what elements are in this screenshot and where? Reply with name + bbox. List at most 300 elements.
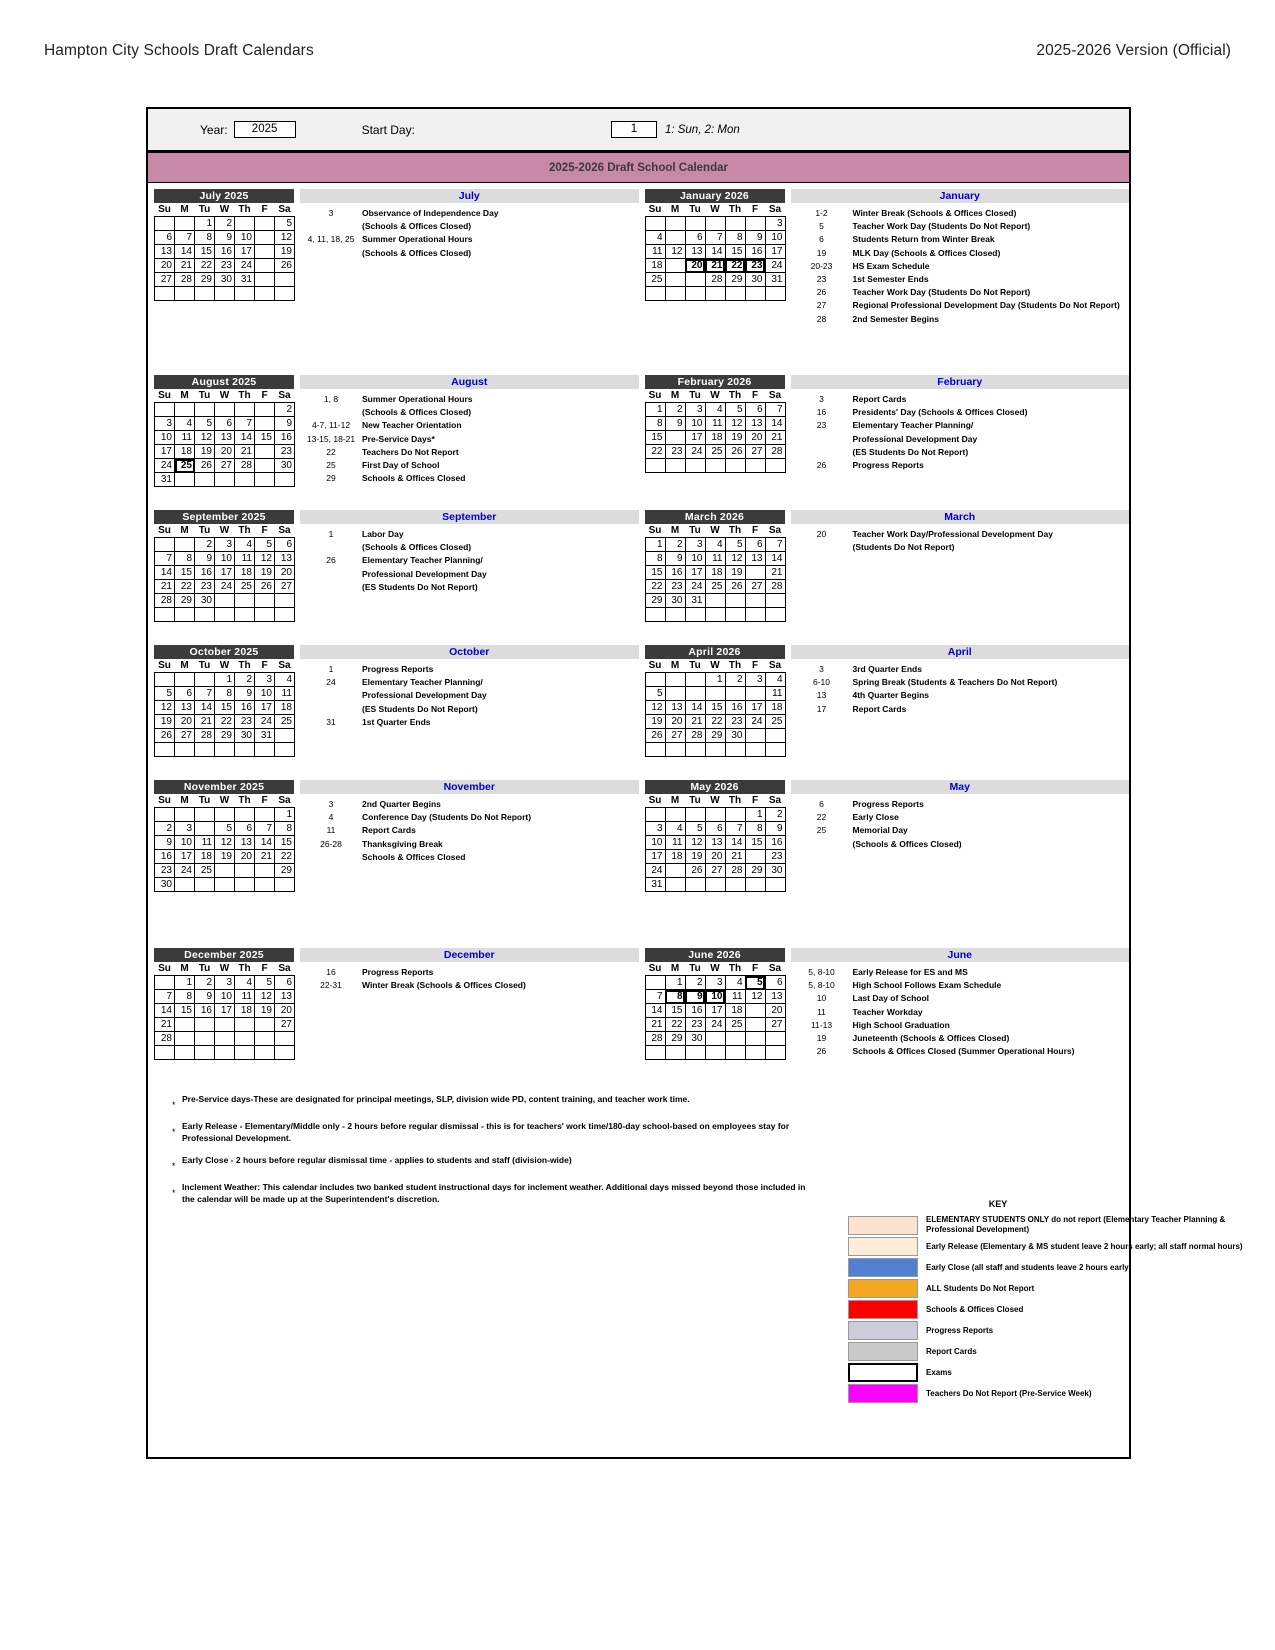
day-cell-october-25[interactable]: 25	[275, 715, 295, 729]
day-cell-february-16[interactable]: 16	[665, 431, 685, 445]
day-cell-january-9[interactable]: 9	[745, 231, 765, 245]
day-cell-february-17[interactable]: 17	[685, 431, 705, 445]
day-cell-march-15[interactable]: 15	[645, 566, 665, 580]
day-cell-december-17[interactable]: 17	[215, 1004, 235, 1018]
day-cell-july-28[interactable]: 28	[175, 273, 195, 287]
day-cell-august-12[interactable]: 12	[195, 431, 215, 445]
day-cell-november-13[interactable]: 13	[235, 836, 255, 850]
day-cell-january-16[interactable]: 16	[745, 245, 765, 259]
day-cell-november-16[interactable]: 16	[155, 850, 175, 864]
day-cell-march-21[interactable]: 21	[765, 566, 785, 580]
day-cell-july-7[interactable]: 7	[175, 231, 195, 245]
day-cell-march-18[interactable]: 18	[705, 566, 725, 580]
day-cell-september-20[interactable]: 20	[275, 566, 295, 580]
day-cell-july-8[interactable]: 8	[195, 231, 215, 245]
day-cell-july-15[interactable]: 15	[195, 245, 215, 259]
day-cell-june-24[interactable]: 24	[705, 1018, 725, 1032]
day-cell-february-27[interactable]: 27	[745, 445, 765, 459]
day-cell-july-20[interactable]: 20	[155, 259, 175, 273]
day-cell-december-29[interactable]: 29	[175, 1032, 195, 1046]
day-cell-august-10[interactable]: 10	[155, 431, 175, 445]
day-cell-january-13[interactable]: 13	[685, 245, 705, 259]
day-cell-september-15[interactable]: 15	[175, 566, 195, 580]
day-cell-november-18[interactable]: 18	[195, 850, 215, 864]
day-cell-june-19[interactable]: 19	[745, 1004, 765, 1018]
day-cell-april-11[interactable]: 11	[765, 687, 785, 701]
day-cell-may-10[interactable]: 10	[645, 836, 665, 850]
day-cell-january-30[interactable]: 30	[745, 273, 765, 287]
day-cell-november-28[interactable]: 28	[255, 864, 275, 878]
day-cell-january-31[interactable]: 31	[765, 273, 785, 287]
day-cell-january-10[interactable]: 10	[765, 231, 785, 245]
day-cell-april-13[interactable]: 13	[665, 701, 685, 715]
day-cell-june-10[interactable]: 10	[705, 990, 725, 1004]
day-cell-february-7[interactable]: 7	[765, 403, 785, 417]
day-cell-august-6[interactable]: 6	[215, 417, 235, 431]
day-cell-january-18[interactable]: 18	[645, 259, 665, 273]
day-cell-july-22[interactable]: 22	[195, 259, 215, 273]
day-cell-november-11[interactable]: 11	[195, 836, 215, 850]
day-cell-february-22[interactable]: 22	[645, 445, 665, 459]
day-cell-july-4[interactable]: 4	[255, 217, 275, 231]
day-cell-april-5[interactable]: 5	[645, 687, 665, 701]
day-cell-december-10[interactable]: 10	[215, 990, 235, 1004]
day-cell-february-15[interactable]: 15	[645, 431, 665, 445]
day-cell-august-27[interactable]: 27	[215, 459, 235, 473]
day-cell-july-26[interactable]: 26	[275, 259, 295, 273]
day-cell-march-11[interactable]: 11	[705, 552, 725, 566]
day-cell-february-19[interactable]: 19	[725, 431, 745, 445]
day-cell-october-23[interactable]: 23	[235, 715, 255, 729]
day-cell-august-11[interactable]: 11	[175, 431, 195, 445]
day-cell-july-1[interactable]: 1	[195, 217, 215, 231]
day-cell-june-5[interactable]: 5	[745, 976, 765, 990]
day-cell-december-14[interactable]: 14	[155, 1004, 175, 1018]
day-cell-december-5[interactable]: 5	[255, 976, 275, 990]
day-cell-march-26[interactable]: 26	[725, 580, 745, 594]
day-cell-march-31[interactable]: 31	[685, 594, 705, 608]
day-cell-september-30[interactable]: 30	[195, 594, 215, 608]
day-cell-november-12[interactable]: 12	[215, 836, 235, 850]
day-cell-july-13[interactable]: 13	[155, 245, 175, 259]
day-cell-february-6[interactable]: 6	[745, 403, 765, 417]
day-cell-october-24[interactable]: 24	[255, 715, 275, 729]
day-cell-february-9[interactable]: 9	[665, 417, 685, 431]
day-cell-october-31[interactable]: 31	[255, 729, 275, 743]
day-cell-may-19[interactable]: 19	[685, 850, 705, 864]
day-cell-may-7[interactable]: 7	[725, 822, 745, 836]
day-cell-october-16[interactable]: 16	[235, 701, 255, 715]
day-cell-march-30[interactable]: 30	[665, 594, 685, 608]
day-cell-june-16[interactable]: 16	[685, 1004, 705, 1018]
day-cell-october-1[interactable]: 1	[215, 673, 235, 687]
day-cell-september-11[interactable]: 11	[235, 552, 255, 566]
day-cell-october-22[interactable]: 22	[215, 715, 235, 729]
day-cell-june-17[interactable]: 17	[705, 1004, 725, 1018]
day-cell-may-26[interactable]: 26	[685, 864, 705, 878]
day-cell-november-27[interactable]: 27	[235, 864, 255, 878]
day-cell-may-29[interactable]: 29	[745, 864, 765, 878]
day-cell-september-12[interactable]: 12	[255, 552, 275, 566]
day-cell-may-16[interactable]: 16	[765, 836, 785, 850]
day-cell-june-27[interactable]: 27	[765, 1018, 785, 1032]
day-cell-april-14[interactable]: 14	[685, 701, 705, 715]
day-cell-july-18[interactable]: 18	[255, 245, 275, 259]
day-cell-may-8[interactable]: 8	[745, 822, 765, 836]
day-cell-december-19[interactable]: 19	[255, 1004, 275, 1018]
day-cell-march-27[interactable]: 27	[745, 580, 765, 594]
day-cell-december-8[interactable]: 8	[175, 990, 195, 1004]
day-cell-april-24[interactable]: 24	[745, 715, 765, 729]
day-cell-june-6[interactable]: 6	[765, 976, 785, 990]
day-cell-november-2[interactable]: 2	[155, 822, 175, 836]
day-cell-april-17[interactable]: 17	[745, 701, 765, 715]
day-cell-may-25[interactable]: 25	[665, 864, 685, 878]
day-cell-august-5[interactable]: 5	[195, 417, 215, 431]
day-cell-april-23[interactable]: 23	[725, 715, 745, 729]
day-cell-april-27[interactable]: 27	[665, 729, 685, 743]
day-cell-may-15[interactable]: 15	[745, 836, 765, 850]
day-cell-february-18[interactable]: 18	[705, 431, 725, 445]
day-cell-october-19[interactable]: 19	[155, 715, 175, 729]
day-cell-september-2[interactable]: 2	[195, 538, 215, 552]
day-cell-may-30[interactable]: 30	[765, 864, 785, 878]
day-cell-march-2[interactable]: 2	[665, 538, 685, 552]
day-cell-april-29[interactable]: 29	[705, 729, 725, 743]
day-cell-june-30[interactable]: 30	[685, 1032, 705, 1046]
day-cell-december-22[interactable]: 22	[175, 1018, 195, 1032]
day-cell-april-1[interactable]: 1	[705, 673, 725, 687]
day-cell-may-17[interactable]: 17	[645, 850, 665, 864]
day-cell-august-9[interactable]: 9	[275, 417, 295, 431]
day-cell-september-1[interactable]: 1	[175, 538, 195, 552]
day-cell-january-6[interactable]: 6	[685, 231, 705, 245]
day-cell-february-25[interactable]: 25	[705, 445, 725, 459]
day-cell-june-20[interactable]: 20	[765, 1004, 785, 1018]
day-cell-august-7[interactable]: 7	[235, 417, 255, 431]
day-cell-december-21[interactable]: 21	[155, 1018, 175, 1032]
day-cell-november-5[interactable]: 5	[215, 822, 235, 836]
day-cell-may-14[interactable]: 14	[725, 836, 745, 850]
day-cell-april-4[interactable]: 4	[765, 673, 785, 687]
day-cell-september-3[interactable]: 3	[215, 538, 235, 552]
day-cell-june-1[interactable]: 1	[665, 976, 685, 990]
day-cell-july-19[interactable]: 19	[275, 245, 295, 259]
day-cell-august-15[interactable]: 15	[255, 431, 275, 445]
day-cell-may-4[interactable]: 4	[665, 822, 685, 836]
day-cell-october-10[interactable]: 10	[255, 687, 275, 701]
day-cell-october-30[interactable]: 30	[235, 729, 255, 743]
day-cell-july-31[interactable]: 31	[235, 273, 255, 287]
day-cell-august-30[interactable]: 30	[275, 459, 295, 473]
day-cell-december-12[interactable]: 12	[255, 990, 275, 1004]
day-cell-july-9[interactable]: 9	[215, 231, 235, 245]
day-cell-november-26[interactable]: 26	[215, 864, 235, 878]
day-cell-march-17[interactable]: 17	[685, 566, 705, 580]
day-cell-february-1[interactable]: 1	[645, 403, 665, 417]
day-cell-august-2[interactable]: 2	[275, 403, 295, 417]
day-cell-december-3[interactable]: 3	[215, 976, 235, 990]
day-cell-september-23[interactable]: 23	[195, 580, 215, 594]
day-cell-august-16[interactable]: 16	[275, 431, 295, 445]
day-cell-september-19[interactable]: 19	[255, 566, 275, 580]
day-cell-july-5[interactable]: 5	[275, 217, 295, 231]
day-cell-march-6[interactable]: 6	[745, 538, 765, 552]
day-cell-october-7[interactable]: 7	[195, 687, 215, 701]
day-cell-january-29[interactable]: 29	[725, 273, 745, 287]
day-cell-december-26[interactable]: 26	[255, 1018, 275, 1032]
day-cell-july-11[interactable]: 11	[255, 231, 275, 245]
day-cell-april-18[interactable]: 18	[765, 701, 785, 715]
day-cell-february-28[interactable]: 28	[765, 445, 785, 459]
day-cell-september-5[interactable]: 5	[255, 538, 275, 552]
day-cell-february-5[interactable]: 5	[725, 403, 745, 417]
day-cell-march-24[interactable]: 24	[685, 580, 705, 594]
day-cell-september-26[interactable]: 26	[255, 580, 275, 594]
day-cell-august-25[interactable]: 25	[175, 459, 195, 473]
day-cell-september-16[interactable]: 16	[195, 566, 215, 580]
day-cell-april-20[interactable]: 20	[665, 715, 685, 729]
day-cell-november-30[interactable]: 30	[155, 878, 175, 892]
day-cell-september-8[interactable]: 8	[175, 552, 195, 566]
day-cell-october-9[interactable]: 9	[235, 687, 255, 701]
day-cell-october-29[interactable]: 29	[215, 729, 235, 743]
day-cell-march-3[interactable]: 3	[685, 538, 705, 552]
day-cell-may-27[interactable]: 27	[705, 864, 725, 878]
day-cell-april-16[interactable]: 16	[725, 701, 745, 715]
day-cell-march-10[interactable]: 10	[685, 552, 705, 566]
day-cell-january-23[interactable]: 23	[745, 259, 765, 273]
day-cell-july-27[interactable]: 27	[155, 273, 175, 287]
day-cell-october-4[interactable]: 4	[275, 673, 295, 687]
day-cell-july-23[interactable]: 23	[215, 259, 235, 273]
day-cell-january-17[interactable]: 17	[765, 245, 785, 259]
day-cell-february-12[interactable]: 12	[725, 417, 745, 431]
day-cell-january-24[interactable]: 24	[765, 259, 785, 273]
day-cell-november-3[interactable]: 3	[175, 822, 195, 836]
day-cell-november-9[interactable]: 9	[155, 836, 175, 850]
day-cell-may-1[interactable]: 1	[745, 808, 765, 822]
day-cell-march-20[interactable]: 20	[745, 566, 765, 580]
day-cell-october-3[interactable]: 3	[255, 673, 275, 687]
day-cell-may-5[interactable]: 5	[685, 822, 705, 836]
day-cell-december-15[interactable]: 15	[175, 1004, 195, 1018]
day-cell-august-4[interactable]: 4	[175, 417, 195, 431]
day-cell-january-8[interactable]: 8	[725, 231, 745, 245]
day-cell-november-21[interactable]: 21	[255, 850, 275, 864]
day-cell-january-26[interactable]: 26	[665, 273, 685, 287]
day-cell-september-7[interactable]: 7	[155, 552, 175, 566]
day-cell-march-5[interactable]: 5	[725, 538, 745, 552]
day-cell-september-24[interactable]: 24	[215, 580, 235, 594]
day-cell-november-29[interactable]: 29	[275, 864, 295, 878]
day-cell-april-30[interactable]: 30	[725, 729, 745, 743]
day-cell-september-6[interactable]: 6	[275, 538, 295, 552]
day-cell-march-23[interactable]: 23	[665, 580, 685, 594]
day-cell-april-8[interactable]: 8	[705, 687, 725, 701]
day-cell-may-13[interactable]: 13	[705, 836, 725, 850]
day-cell-april-19[interactable]: 19	[645, 715, 665, 729]
day-cell-march-1[interactable]: 1	[645, 538, 665, 552]
day-cell-november-23[interactable]: 23	[155, 864, 175, 878]
day-cell-august-17[interactable]: 17	[155, 445, 175, 459]
day-cell-march-4[interactable]: 4	[705, 538, 725, 552]
day-cell-march-8[interactable]: 8	[645, 552, 665, 566]
day-cell-february-8[interactable]: 8	[645, 417, 665, 431]
day-cell-august-13[interactable]: 13	[215, 431, 235, 445]
day-cell-september-28[interactable]: 28	[155, 594, 175, 608]
day-cell-november-15[interactable]: 15	[275, 836, 295, 850]
day-cell-june-2[interactable]: 2	[685, 976, 705, 990]
day-cell-july-24[interactable]: 24	[235, 259, 255, 273]
day-cell-august-24[interactable]: 24	[155, 459, 175, 473]
day-cell-february-20[interactable]: 20	[745, 431, 765, 445]
day-cell-february-2[interactable]: 2	[665, 403, 685, 417]
day-cell-january-22[interactable]: 22	[725, 259, 745, 273]
day-cell-march-29[interactable]: 29	[645, 594, 665, 608]
day-cell-august-8[interactable]: 8	[255, 417, 275, 431]
day-cell-october-2[interactable]: 2	[235, 673, 255, 687]
day-cell-november-25[interactable]: 25	[195, 864, 215, 878]
day-cell-november-6[interactable]: 6	[235, 822, 255, 836]
day-cell-march-14[interactable]: 14	[765, 552, 785, 566]
day-cell-november-10[interactable]: 10	[175, 836, 195, 850]
day-cell-march-19[interactable]: 19	[725, 566, 745, 580]
day-cell-october-8[interactable]: 8	[215, 687, 235, 701]
day-cell-january-7[interactable]: 7	[705, 231, 725, 245]
day-cell-december-23[interactable]: 23	[195, 1018, 215, 1032]
day-cell-february-21[interactable]: 21	[765, 431, 785, 445]
day-cell-november-8[interactable]: 8	[275, 822, 295, 836]
day-cell-september-18[interactable]: 18	[235, 566, 255, 580]
day-cell-june-15[interactable]: 15	[665, 1004, 685, 1018]
day-cell-october-18[interactable]: 18	[275, 701, 295, 715]
day-cell-december-11[interactable]: 11	[235, 990, 255, 1004]
day-cell-november-7[interactable]: 7	[255, 822, 275, 836]
day-cell-march-9[interactable]: 9	[665, 552, 685, 566]
day-cell-september-14[interactable]: 14	[155, 566, 175, 580]
day-cell-march-13[interactable]: 13	[745, 552, 765, 566]
day-cell-august-20[interactable]: 20	[215, 445, 235, 459]
day-cell-june-13[interactable]: 13	[765, 990, 785, 1004]
day-cell-june-14[interactable]: 14	[645, 1004, 665, 1018]
day-cell-september-25[interactable]: 25	[235, 580, 255, 594]
day-cell-december-30[interactable]: 30	[195, 1032, 215, 1046]
day-cell-june-8[interactable]: 8	[665, 990, 685, 1004]
day-cell-august-18[interactable]: 18	[175, 445, 195, 459]
day-cell-august-28[interactable]: 28	[235, 459, 255, 473]
day-cell-july-14[interactable]: 14	[175, 245, 195, 259]
day-cell-august-23[interactable]: 23	[275, 445, 295, 459]
day-cell-june-28[interactable]: 28	[645, 1032, 665, 1046]
day-cell-december-28[interactable]: 28	[155, 1032, 175, 1046]
day-cell-august-3[interactable]: 3	[155, 417, 175, 431]
day-cell-october-21[interactable]: 21	[195, 715, 215, 729]
day-cell-june-3[interactable]: 3	[705, 976, 725, 990]
day-cell-december-18[interactable]: 18	[235, 1004, 255, 1018]
day-cell-april-15[interactable]: 15	[705, 701, 725, 715]
day-cell-march-22[interactable]: 22	[645, 580, 665, 594]
day-cell-may-3[interactable]: 3	[645, 822, 665, 836]
day-cell-october-5[interactable]: 5	[155, 687, 175, 701]
day-cell-october-15[interactable]: 15	[215, 701, 235, 715]
day-cell-november-24[interactable]: 24	[175, 864, 195, 878]
day-cell-may-12[interactable]: 12	[685, 836, 705, 850]
day-cell-january-4[interactable]: 4	[645, 231, 665, 245]
day-cell-may-9[interactable]: 9	[765, 822, 785, 836]
day-cell-september-21[interactable]: 21	[155, 580, 175, 594]
day-cell-february-14[interactable]: 14	[765, 417, 785, 431]
day-cell-april-6[interactable]: 6	[665, 687, 685, 701]
day-cell-november-4[interactable]: 4	[195, 822, 215, 836]
day-cell-july-16[interactable]: 16	[215, 245, 235, 259]
day-cell-april-2[interactable]: 2	[725, 673, 745, 687]
day-cell-april-22[interactable]: 22	[705, 715, 725, 729]
day-cell-november-17[interactable]: 17	[175, 850, 195, 864]
day-cell-december-7[interactable]: 7	[155, 990, 175, 1004]
day-cell-june-12[interactable]: 12	[745, 990, 765, 1004]
day-cell-february-26[interactable]: 26	[725, 445, 745, 459]
day-cell-march-7[interactable]: 7	[765, 538, 785, 552]
day-cell-may-11[interactable]: 11	[665, 836, 685, 850]
day-cell-june-26[interactable]: 26	[745, 1018, 765, 1032]
day-cell-january-19[interactable]: 19	[665, 259, 685, 273]
day-cell-november-20[interactable]: 20	[235, 850, 255, 864]
day-cell-june-23[interactable]: 23	[685, 1018, 705, 1032]
day-cell-may-31[interactable]: 31	[645, 878, 665, 892]
day-cell-august-19[interactable]: 19	[195, 445, 215, 459]
day-cell-september-4[interactable]: 4	[235, 538, 255, 552]
day-cell-october-20[interactable]: 20	[175, 715, 195, 729]
day-cell-july-30[interactable]: 30	[215, 273, 235, 287]
start-day-input[interactable]: 1	[611, 121, 657, 138]
day-cell-november-14[interactable]: 14	[255, 836, 275, 850]
day-cell-may-28[interactable]: 28	[725, 864, 745, 878]
day-cell-january-20[interactable]: 20	[685, 259, 705, 273]
day-cell-april-3[interactable]: 3	[745, 673, 765, 687]
day-cell-july-2[interactable]: 2	[215, 217, 235, 231]
day-cell-december-13[interactable]: 13	[275, 990, 295, 1004]
day-cell-april-25[interactable]: 25	[765, 715, 785, 729]
day-cell-march-25[interactable]: 25	[705, 580, 725, 594]
day-cell-october-13[interactable]: 13	[175, 701, 195, 715]
day-cell-january-12[interactable]: 12	[665, 245, 685, 259]
day-cell-january-3[interactable]: 3	[765, 217, 785, 231]
day-cell-august-21[interactable]: 21	[235, 445, 255, 459]
day-cell-november-1[interactable]: 1	[275, 808, 295, 822]
day-cell-december-24[interactable]: 24	[215, 1018, 235, 1032]
day-cell-october-17[interactable]: 17	[255, 701, 275, 715]
day-cell-january-2[interactable]: 2	[745, 217, 765, 231]
day-cell-december-1[interactable]: 1	[175, 976, 195, 990]
day-cell-may-23[interactable]: 23	[765, 850, 785, 864]
day-cell-may-20[interactable]: 20	[705, 850, 725, 864]
day-cell-may-6[interactable]: 6	[705, 822, 725, 836]
day-cell-july-17[interactable]: 17	[235, 245, 255, 259]
day-cell-august-29[interactable]: 29	[255, 459, 275, 473]
day-cell-october-6[interactable]: 6	[175, 687, 195, 701]
day-cell-june-29[interactable]: 29	[665, 1032, 685, 1046]
day-cell-july-12[interactable]: 12	[275, 231, 295, 245]
day-cell-april-7[interactable]: 7	[685, 687, 705, 701]
day-cell-april-12[interactable]: 12	[645, 701, 665, 715]
day-cell-june-11[interactable]: 11	[725, 990, 745, 1004]
day-cell-july-21[interactable]: 21	[175, 259, 195, 273]
day-cell-january-27[interactable]: 27	[685, 273, 705, 287]
day-cell-september-9[interactable]: 9	[195, 552, 215, 566]
day-cell-december-27[interactable]: 27	[275, 1018, 295, 1032]
day-cell-december-9[interactable]: 9	[195, 990, 215, 1004]
